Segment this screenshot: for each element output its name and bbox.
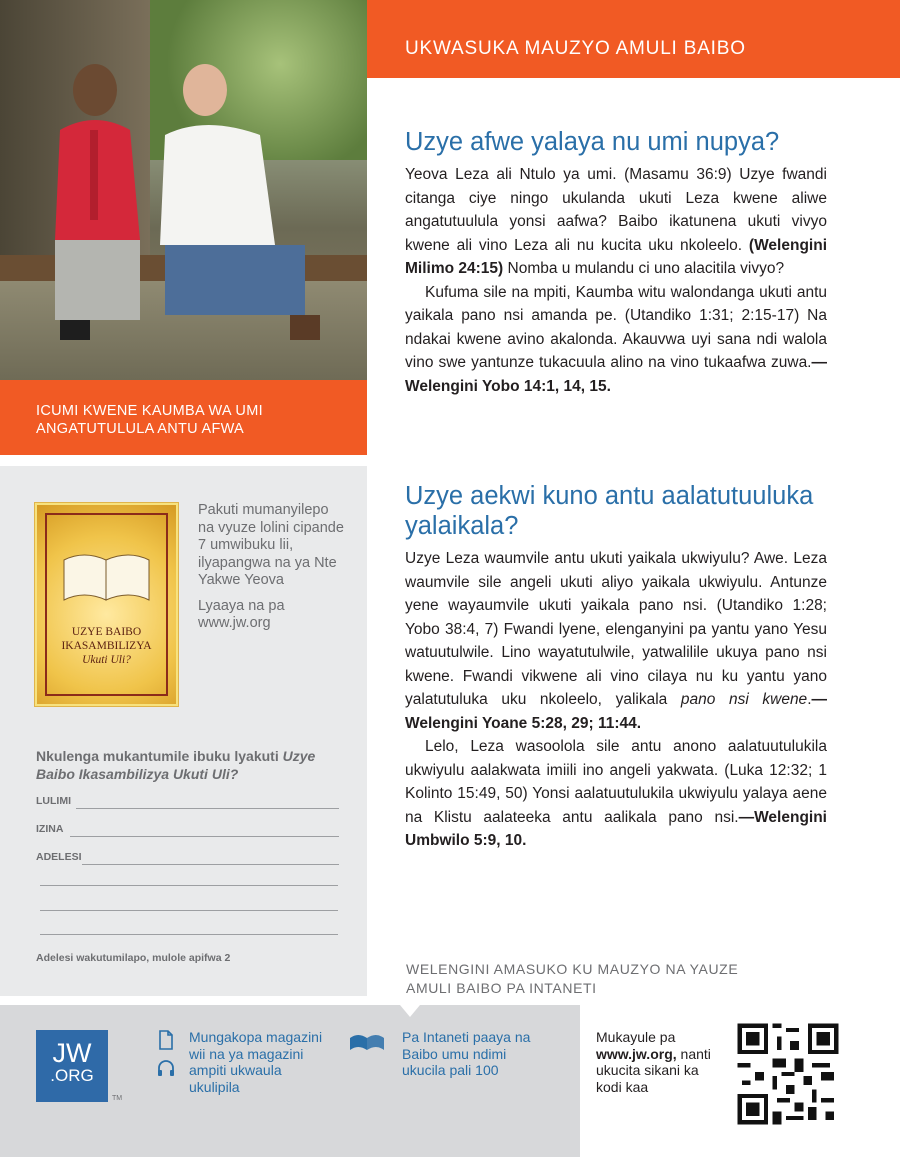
article-1-p1-tail: Nomba u mulandu ci uno alacitila vivyo? bbox=[503, 260, 785, 277]
scan-site-link[interactable]: www.jw.org, bbox=[596, 1045, 677, 1062]
qr-code[interactable] bbox=[733, 1019, 843, 1129]
book-title-line1: UZYE BAIBO bbox=[71, 626, 142, 638]
bible-online-info: Pa Intaneti paaya na Baibo umu ndimi ukucila pali 100 bbox=[402, 1029, 531, 1078]
article-1-paragraph-1 bbox=[405, 163, 827, 281]
article-2-p1-text: Uzye Leza waumvile antu ukuti yaikala ukwiyulu? Awe. Leza waumvile sile angeli ukuti aliyo yaikala ukwiyulu. Antunze yene wayaumvile ukuti yaikala pano nsi. (Utandiko 1:28; Yobo 38:4, 7) Fwandi lyene, elenganyini pa yantu yano Yesu watuutulwile. Lino wayatutulwile, yatwalilile ukuya pano nsi kwene. Fwandi vikwene ali vino cilaya nu ku yantu yano yalatutuluka uku nkoleelo, yalikala bbox=[405, 550, 827, 708]
article-2 bbox=[405, 481, 827, 853]
address-field-label: ADELESI bbox=[36, 851, 82, 863]
article-2-p2-text: Lelo, Leza wasoolola sile antu anono aalatuutulukila ukwiyulu aalakwata imiili ino angeli yakwata. (Luka 12:32; 1 Kolinto 15:49, 50) Yonsi aalatuutulukila ukwiyulu yalaya aene na Klistu aalateeka antu aalikala pano nsi. bbox=[405, 738, 827, 826]
name-field[interactable] bbox=[36, 823, 339, 837]
offer-web-link[interactable]: Lyaaya na pa www.jw.org bbox=[198, 597, 285, 631]
address-field-line[interactable] bbox=[82, 864, 339, 865]
scan-suffix: nanti ukucita sikani ka kodi kaa bbox=[596, 1045, 711, 1095]
address-note: Adelesi wakutumilapo, mulole apifwa 2 bbox=[36, 952, 231, 964]
language-field-label: LULIMI bbox=[36, 795, 71, 807]
open-book-icon bbox=[348, 1030, 386, 1052]
document-icon bbox=[158, 1030, 174, 1050]
book-title-line3: Ukuti Uli? bbox=[82, 654, 131, 666]
article-1-heading: Uzye afwe yalaya nu umi nupya? bbox=[405, 128, 780, 156]
download-info: Mungakopa magazini wii na ya magazini ampiti ukwaula ukulipila bbox=[189, 1029, 323, 1095]
article-2-paragraph-2 bbox=[405, 735, 827, 853]
article-1 bbox=[405, 127, 827, 398]
address-line-3[interactable] bbox=[40, 910, 338, 911]
request-form-heading bbox=[36, 747, 346, 783]
article-2-heading: Uzye aekwi kuno antu aalatutuuluka yalaikala? bbox=[405, 482, 814, 540]
language-field-line[interactable] bbox=[76, 808, 339, 809]
article-1-p2-text: Kufuma sile na mpiti, Kaumba witu walondanga ukuti antu yaikala pano nsi amanda pe. (Utandiko 1:31; 2:15-17) Na ndakai kwene avino akalonda. Akauvwa uyi sana ndi walola vino swe yantunze tukacuula alino na vino tukaafwa zuwa. bbox=[405, 283, 827, 371]
name-field-label: IZINA bbox=[36, 823, 64, 835]
address-line-4[interactable] bbox=[40, 934, 338, 935]
article-2-p1-emphasis: pano nsi kwene bbox=[680, 691, 808, 708]
photo-man-white-shirt bbox=[150, 45, 330, 355]
book-offer bbox=[198, 502, 348, 633]
jw-org-logo[interactable] bbox=[36, 1030, 108, 1102]
language-field[interactable] bbox=[36, 795, 339, 809]
address-line-2[interactable] bbox=[40, 885, 338, 886]
headphones-icon bbox=[156, 1058, 176, 1078]
article-1-p2-reference: —Welengini Yobo 14:1, 14, 15. bbox=[405, 354, 827, 395]
scan-instructions bbox=[596, 1029, 726, 1095]
logo-text-jw: JW bbox=[52, 1038, 92, 1068]
article-2-p1-dot: . bbox=[807, 691, 812, 708]
cover-photo bbox=[0, 0, 367, 380]
callout-pointer bbox=[400, 1005, 420, 1017]
page-header: UKWASUKA MAUZYO AMULI BAIBO bbox=[367, 0, 900, 78]
book-title bbox=[47, 625, 166, 667]
book-title-line2: IKASAMBILIZYA bbox=[61, 640, 152, 652]
trademark: TM bbox=[112, 1095, 123, 1102]
article-2-p2-reference: —Welengini Umbwilo 5:9, 10. bbox=[405, 808, 827, 849]
article-1-paragraph-2 bbox=[405, 281, 827, 399]
book-cover bbox=[35, 503, 178, 706]
form-heading-book-title: Uzye Baibo Ikasambilizya Ukuti Uli? bbox=[36, 748, 316, 782]
open-book-illustration bbox=[59, 545, 154, 605]
logo-text-org: .ORG bbox=[50, 1066, 94, 1085]
form-heading-prefix: Nkulenga mukantumile ibuku lyakuti bbox=[36, 748, 283, 764]
article-2-p1-reference: —Welengini Yoane 5:28, 29; 11:44. bbox=[405, 691, 827, 732]
article-1-p1-text: Yeova Leza ali Ntulo ya umi. (Masamu 36:9) Uzye fwandi citanga ciye ningo ukulanda ukuti Leza kwene aliwe angatutuulula yonsi aafwa? Baibo ikatunena ukuti vivyo kwene ali vino Leza ali nu kucita uku nkoleelo. bbox=[405, 166, 827, 254]
article-2-paragraph-1 bbox=[405, 547, 827, 735]
name-field-line[interactable] bbox=[70, 836, 339, 837]
online-link-text: WELENGINI AMASUKO KU MAUZYO NA YAUZE AMULI BAIBO PA INTANETI bbox=[406, 961, 739, 996]
article-1-p1-reference: (Welengini Milimo 24:15) bbox=[405, 236, 827, 277]
photo-caption: ICUMI KWENE KAUMBA WA UMI ANGATUTULULA ANTU AFWA bbox=[0, 380, 367, 455]
scan-prefix: Mukayule pa bbox=[596, 1029, 676, 1045]
photo-man-red-shirt bbox=[20, 50, 160, 350]
offer-text: Pakuti mumanyilepo na vyuze lolini cipande 7 umwibuku lii, ilyapangwa na ya Nte Yakwe Yeova bbox=[198, 502, 344, 588]
address-field[interactable] bbox=[36, 851, 339, 865]
